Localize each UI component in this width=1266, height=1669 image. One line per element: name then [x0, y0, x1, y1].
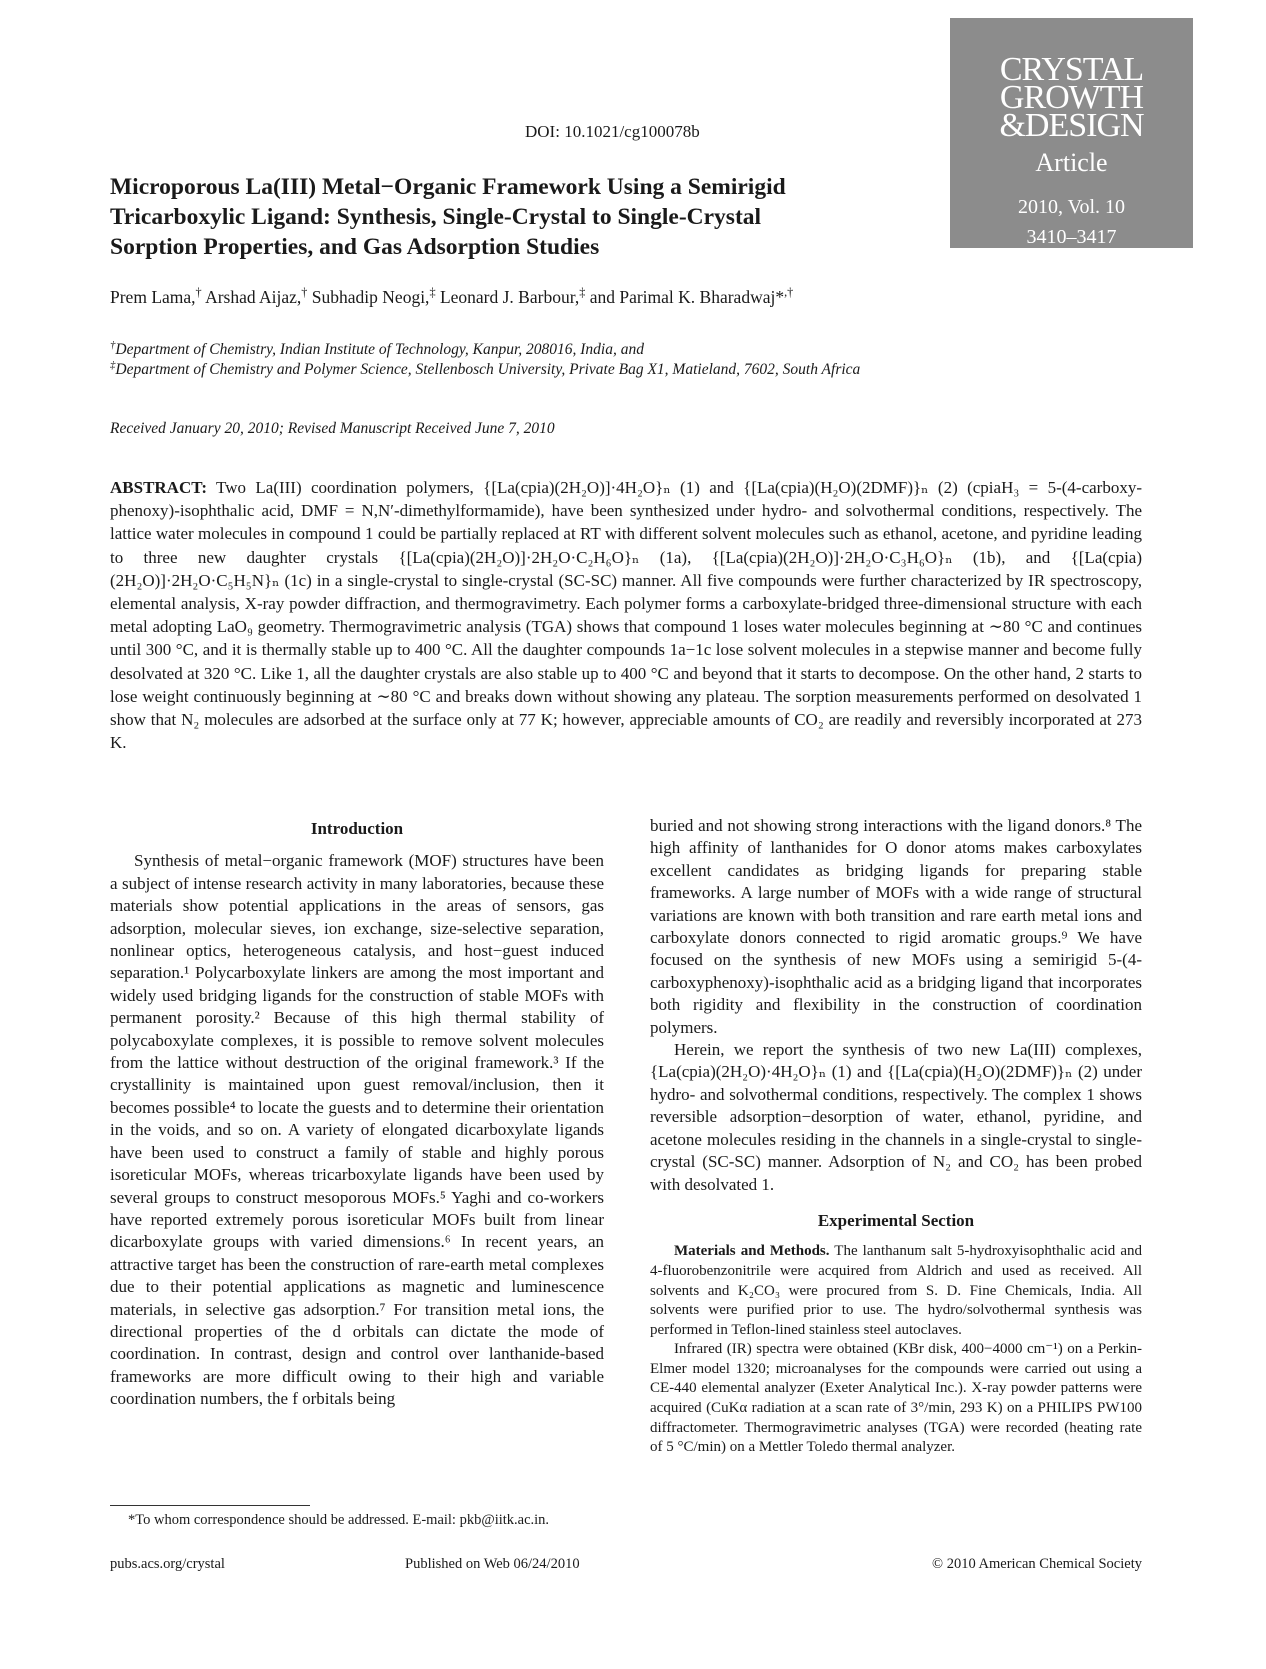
affil-mark: †: [110, 338, 116, 351]
affiliation-1: Department of Chemistry, Indian Institute of Technology, Kanpur, 208016, India, and: [115, 341, 644, 358]
journal-name-line3: &DESIGN: [999, 107, 1144, 144]
intro-paragraph-1: Synthesis of metal−organic framework (MOF) structures have been a subject of intense research activity in many laboratories, because these materials show potential applications in the areas of sensors, gas adsorption, molecular sieves, ion exchange, size-selective separation, nonlinear optics, heterogeneous catalysis, and host−guest induced separation.¹ Polycarboxylate linkers are among the most important and widely used bridging ligands for the construction of stable MOFs with permanent porosity.² Because of this high thermal stability of polycaboxylate complexes, it is possible to remove solvent molecules from the lattice without destruction of the original framework.³ If the crystallinity is maintained upon guest removal/inclusion, then it becomes possible⁴ to locate the guests and to determine their orientation in the voids, and so on. A variety of elongated dicarboxylate ligands have been used to construct a family of stable and highly porous isoreticular MOFs, whereas tricarboxylate ligands have been used by several groups to construct mesoporous MOFs.⁵ Yaghi and co-workers have reported extremely porous isoreticular MOFs built from linear dicarboxylate groups with varied dimensions.⁶ In recent years, an attractive target has been the construction of rare-earth metal complexes due to their potential applications as magnetic and luminescence materials, in selective gas adsorption.⁷ For transition metal ions, the directional properties of the d orbitals can dictate the mode of coordination. In contrast, design and control over lanthanide-based frameworks are more difficult owing to their high and variable coordination numbers, the f orbitals being: [110, 851, 604, 1409]
affil-mark: ‡: [110, 358, 116, 371]
affiliation-2: Department of Chemistry and Polymer Science, Stellenbosch University, Private Bag X1, Matieland, 7602, South Africa: [115, 361, 861, 378]
author-mark: ‡: [579, 285, 586, 300]
journal-name-line2: GROWTH: [999, 79, 1144, 116]
footnote-rule: [110, 1505, 310, 1506]
author-mark: †: [195, 285, 202, 300]
abstract-label: ABSTRACT:: [110, 478, 207, 497]
footer-published: Published on Web 06/24/2010: [405, 1556, 580, 1572]
intro-paragraph-2: buried and not showing strong interactions with the ligand donors.⁸ The high affinity of lanthanides for O donor atoms makes carboxylates excellent candidates as bridging ligands for preparing stable frameworks. A large number of MOFs with a wide range of structural variations are known with both transition and rare earth metal ions and carboxylate donors connected to rigid aromatic groups.⁹ We have focused on the synthesis of new MOFs using a semirigid 5-(4-carboxyphenoxy)-isophthalic acid as a bridging ligand that incorporates both rigidity and flexibility in the construction of coordination polymers.: [650, 816, 1142, 1037]
intro-paragraph-3: Herein, we report the synthesis of two new La(III) complexes, {La(cpia)(2H₂O)·4H₂O}ₙ (1) and {[La(cpia)(H₂O)(2DMF)}ₙ (2) under hydro- and solvothermal conditions, respectively. The complex 1 shows reversible adsorption−desorption of water, ethanol, pyridine, and acetone molecules residing in the channels in a single-crystal to single-crystal (SC-SC) manner. Adsorption of N₂ and CO₂ has been probed with desolvated 1.: [650, 1040, 1142, 1194]
article-type: Article: [1035, 148, 1108, 177]
experimental-paragraph-1: [650, 1242, 1142, 1340]
footer-copyright: © 2010 American Chemical Society: [932, 1556, 1142, 1572]
journal-pages: 3410–3417: [1026, 226, 1117, 248]
author-name: Arshad Aijaz,: [201, 287, 302, 307]
author-name: and Parimal K. Bharadwaj*: [585, 287, 785, 307]
experimental-heading: Experimental Section: [817, 1210, 975, 1230]
journal-year-volume: 2010, Vol. 10: [1017, 196, 1126, 218]
introduction-heading: Introduction: [310, 819, 404, 838]
footer-website: pubs.acs.org/crystal: [110, 1556, 225, 1572]
author-mark: ,†: [784, 285, 794, 300]
doi: DOI: 10.1021/cg100078b: [525, 122, 700, 141]
abstract: [110, 476, 1142, 754]
journal-banner: [950, 18, 1193, 248]
author-name: Subhadip Neogi,: [307, 287, 430, 307]
materials-text: The lanthanum salt 5-hydroxyisophthalic acid and 4-fluorobenzonitrile were acquired from Aldrich and used as received. All solvents and K₂CO₃ were procured from S. D. Fine Chemicals, India. All solvents were purified prior to use. The hydro/solvothermal synthesis was performed in Teflon-lined stainless steel autoclaves.: [650, 1243, 1142, 1338]
materials-runin: Materials and Methods.: [674, 1243, 830, 1260]
correspondence-footnote: *To whom correspondence should be addressed. E-mail: pkb@iitk.ac.in.: [128, 1512, 550, 1528]
right-column: [650, 815, 1142, 1458]
author-list: [110, 285, 870, 309]
abstract-text: Two La(III) coordination polymers, {[La(cpia)(2H₂O)]·4H₂O}ₙ (1) and {[La(cpia)(H₂O)(2DMF)}ₙ (2) (cpiaH₃ = 5-(4-carboxy-phenoxy)-isophthalic acid, DMF = N,N′-dimethylformamide), have been synthesized under hydro- and solvothermal conditions, respectively. The lattice water molecules in compound 1 could be partially replaced at RT with different solvent molecules such as ethanol, acetone, and pyridine leading to three new daughter crystals {[La(cpia)(2H₂O)]·2H₂O·C₂H₆O}ₙ (1a), {[La(cpia)(2H₂O)]·2H₂O·C₃H₆O}ₙ (1b), and {[La(cpia)(2H₂O)]·2H₂O·C₅H₅N}ₙ (1c) in a single-crystal to single-crystal (SC-SC) manner. All five compounds were further characterized by IR spectroscopy, elemental analysis, X-ray powder diffraction, and thermogravimetry. Each polymer forms a carboxylate-bridged three-dimensional structure with each metal adopting LaO₉ geometry. Thermogravimetric analysis (TGA) shows that compound 1 loses water molecules beginning at ∼80 °C and continues until 300 °C, and it is thermally stable up to 400 °C. All the daughter compounds 1a−1c lose solvent molecules in a stepwise manner and become fully desolvated at 320 °C. Like 1, all the daughter crystals are also stable up to 400 °C and beyond that it starts to decompose. On the other hand, 2 starts to lose weight continuously beginning at ∼80 °C and breaks down without showing any plateau. The sorption measurements performed on desolvated 1 show that N₂ molecules are adsorbed at the surface only at 77 K; however, appreciable amounts of CO₂ are readily and reversibly incorporated at 273 K.: [110, 478, 1142, 753]
author-mark: †: [301, 285, 308, 300]
experimental-paragraph-2: Infrared (IR) spectra were obtained (KBr disk, 400−4000 cm⁻¹) on a Perkin-Elmer model 1320; microanalyses for the compounds were carried out using a CE-440 elemental analyzer (Exeter Analytical Inc.). X-ray powder patterns were acquired (CuKα radiation at a scan rate of 3°/min, 293 K) on a PHILIPS PW100 diffractometer. Thermogravimetric analyses (TGA) were recorded (heating rate of 5 °C/min) on a Mettler Toledo thermal analyzer.: [650, 1341, 1142, 1456]
author-mark: ‡: [429, 285, 436, 300]
paper-title: Microporous La(III) Metal−Organic Framework Using a Semirigid Tricarboxylic Ligand: Synthesis, Single-Crystal to Single-Crystal Sorption Properties, and Gas Adsorption Studies: [110, 174, 786, 260]
journal-name-line1: CRYSTAL: [999, 51, 1144, 88]
author-name: Leonard J. Barbour,: [435, 287, 580, 307]
received-dates: Received January 20, 2010; Revised Manuscript Received June 7, 2010: [110, 420, 555, 437]
affiliations: [110, 340, 890, 380]
left-column: [110, 818, 604, 1411]
author-name: Prem Lama,: [110, 287, 196, 307]
